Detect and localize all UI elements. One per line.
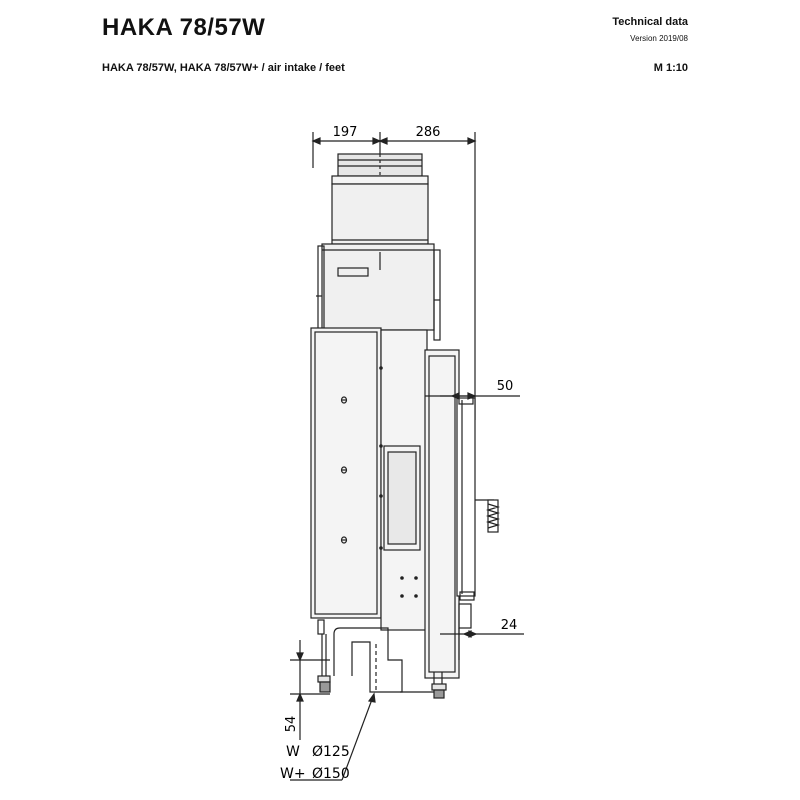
document-subtitle: HAKA 78/57W, HAKA 78/57W+ / air intake / feet [102,62,345,74]
flue-collar [332,154,428,244]
document-version: Version 2019/08 [630,34,688,43]
middle-body [380,330,427,630]
air-intake [334,628,440,692]
dimension-24-label: 24 [500,618,518,633]
drawing-scale: M 1:10 [653,62,688,74]
wplus-diameter-label: Ø150 [312,766,350,782]
upper-body [316,244,440,340]
heat-exchanger-column [311,328,381,618]
door-handle [475,500,498,532]
document-title: HAKA 78/57W [102,14,266,41]
w-label: W [286,744,300,760]
dimension-286-label: 286 [415,125,441,140]
dimension-54-label: 54 [284,715,299,733]
dimension-50-label: 50 [496,379,514,394]
wplus-label: W+ [280,766,306,782]
document-type: Technical data [612,16,688,28]
dimension-197-label: 197 [332,125,358,140]
w-diameter-label: Ø125 [312,744,350,760]
